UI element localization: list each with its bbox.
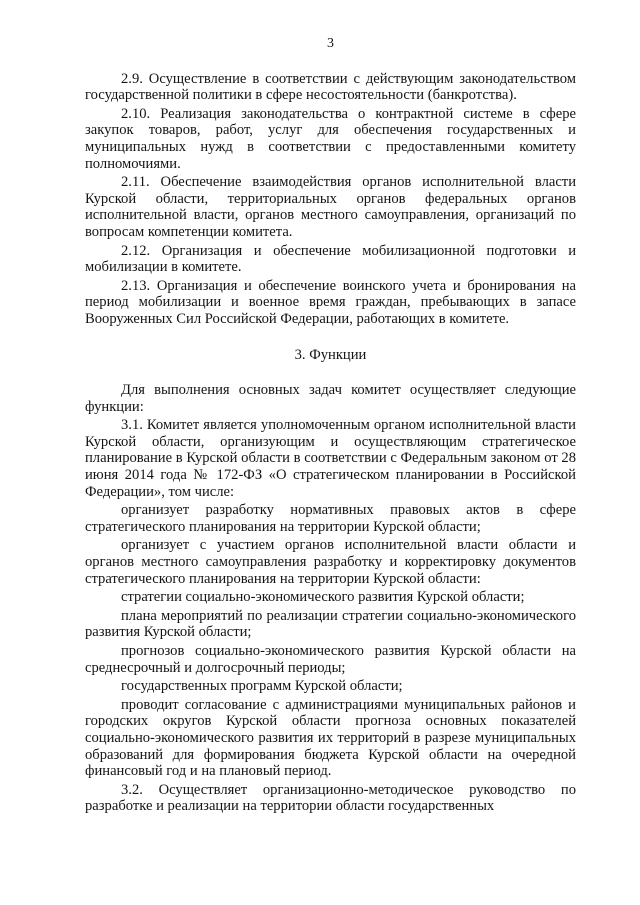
page-number: 3: [327, 36, 334, 51]
paragraph-2-10: 2.10. Реализация законодательства о контрактной системе в сфере закупок товаров, работ, услуг для обеспечения государственных и муниципальных нужд в соответствии с предоставленными комитету полномочиями.: [85, 105, 576, 172]
paragraph-3-2: 3.2. Осуществляет организационно-методическое руководство по разработке и реализации на территории области государственных: [85, 781, 576, 815]
list-item: плана мероприятий по реализации стратегии социально-экономического развития Курской области;: [85, 607, 576, 641]
functions-section: [85, 382, 576, 815]
list-item: прогнозов социально-экономического развития Курской области на среднесрочный и долгосрочный периоды;: [85, 643, 576, 676]
list-item: государственных программ Курской области;: [121, 678, 403, 695]
paragraph-2-13: 2.13. Организация и обеспечение воинского учета и бронирования на период мобилизации и военное время граждан, пребывающих в запасе Вооруженных Сил Российской Федерации, работающих в комитете.: [85, 277, 576, 327]
list-item: стратегии социально-экономического развития Курской области;: [121, 589, 525, 606]
paragraph-2-12: 2.12. Организация и обеспечение мобилизационной подготовки и мобилизации в комитете.: [85, 242, 576, 276]
tasks-continuation: [85, 71, 576, 328]
functions-intro: Для выполнения основных задач комитет осуществляет следующие функции:: [85, 382, 576, 415]
list-item: организует разработку нормативных правовых актов в сфере стратегического планирования на территории Курской области;: [85, 502, 576, 535]
paragraph-2-9: 2.9. Осуществление в соответствии с действующим законодательством государственной политики в сфере несостоятельности (банкротства).: [85, 70, 576, 104]
list-item: проводит согласование с администрациями муниципальных районов и городских округов Курской области прогноза основных показателей социально-экономического развития их территорий в разрезе муниципальных образований для формирования бюджета Курской области на очередной финансовый год и на плановый период.: [85, 696, 576, 780]
paragraph-3-1: 3.1. Комитет является уполномоченным органом исполнительной власти Курской области, организующим и осуществляющим стратегическое планирование в Курской области в соответствии с Федеральным законом от 28 июня 2014 года № 172-ФЗ «О стратегическом планировании в Российской Федерации», том числе:: [85, 417, 576, 500]
section-heading: 3. Функции: [294, 346, 367, 363]
list-item: организует с участием органов исполнительной власти области и органов местного самоуправления разработку и корректировку документов стратегического планирования на территории Курской области:: [85, 537, 576, 587]
paragraph-2-11: 2.11. Обеспечение взаимодействия органов исполнительной власти Курской области, территориальных органов федеральных органов исполнительной власти, органов местного самоуправления, организаций по вопросам компетенции комитета.: [85, 174, 576, 240]
